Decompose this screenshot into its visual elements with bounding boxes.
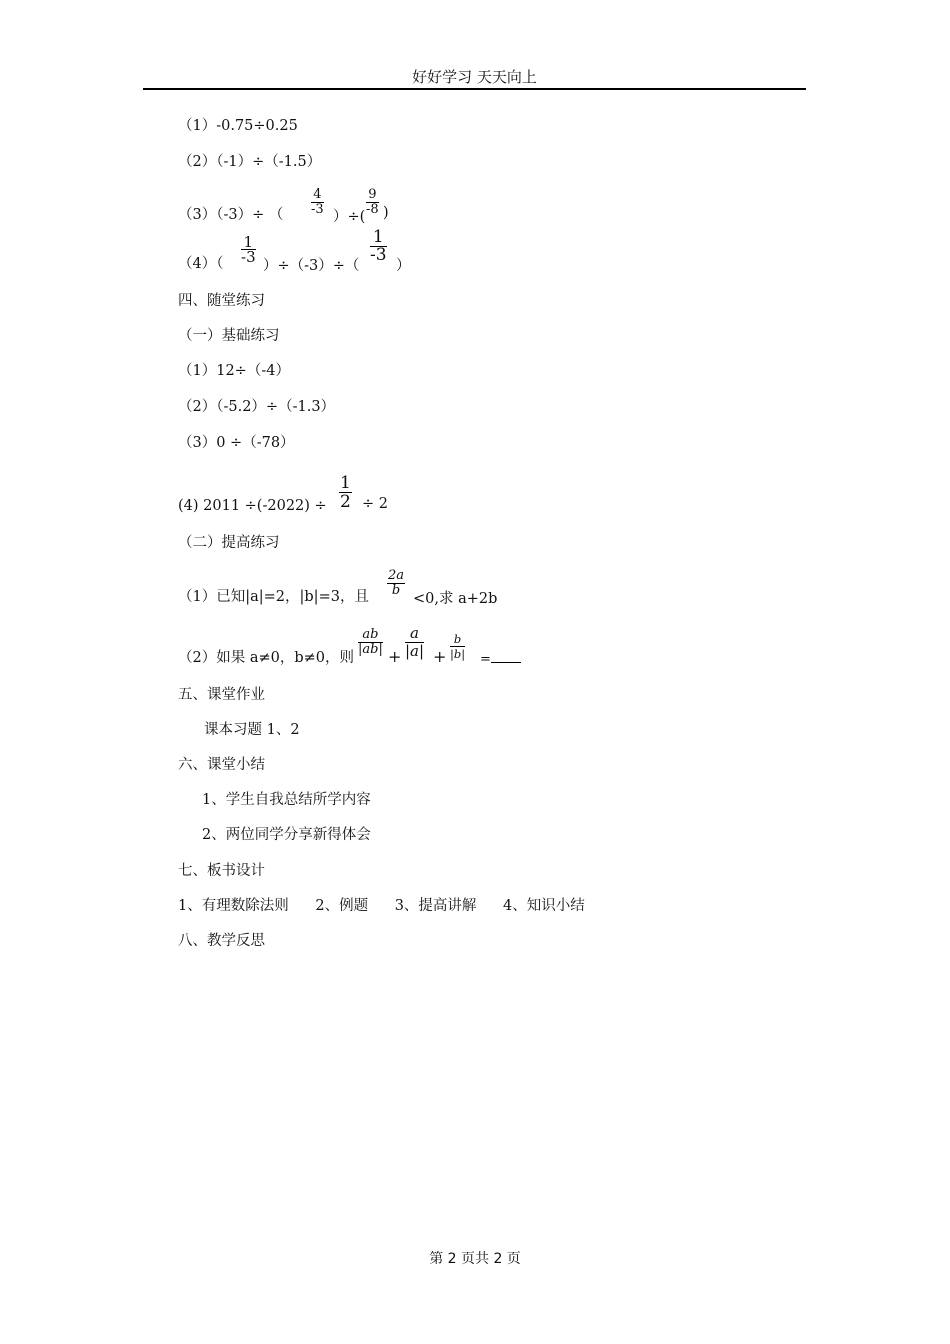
- example-1: （1）-0.75÷0.25: [178, 118, 298, 134]
- fraction-denominator: -3: [370, 245, 387, 265]
- advanced-item-2-fraction-3: [450, 632, 465, 661]
- example-3-fraction-1: [311, 188, 324, 217]
- board-design-list: [178, 896, 585, 916]
- example-4: [178, 254, 223, 274]
- example-4-prefix: （4）（: [178, 256, 224, 272]
- fraction-numerator: ab: [358, 628, 383, 643]
- summary-item-1: 1、学生自我总结所学内容: [202, 792, 371, 808]
- fraction-numerator: 9: [366, 188, 379, 203]
- fraction-denominator: |b|: [450, 647, 466, 661]
- board-item-4: 4、知识小结: [503, 898, 585, 914]
- page-header: 好好学习 天天向上: [412, 68, 537, 86]
- fraction-denominator: |a|: [405, 642, 425, 660]
- example-3-suffix: ): [383, 205, 389, 221]
- fraction-numerator: a: [405, 625, 424, 643]
- advanced-item-1-prefix: （1）已知|a|=2，|b|=3，且: [178, 589, 369, 605]
- advanced-item-2-prefix: （2）如果 a≠0，b≠0，则: [178, 650, 355, 666]
- basic-item-3: （3）0 ÷（-78）: [178, 435, 295, 451]
- plus-sign-1: +: [388, 647, 402, 666]
- fraction-denominator: |ab|: [358, 642, 383, 657]
- section-4-title: 四、随堂练习: [178, 293, 265, 309]
- equals-sign: =: [480, 652, 491, 667]
- example-2: （2）（-1）÷（-1.5）: [178, 154, 322, 170]
- advanced-item-1: [178, 587, 369, 607]
- board-item-3: 3、提高讲解: [394, 898, 477, 914]
- example-3: [178, 205, 283, 225]
- basic-practice-title: （一）基础练习: [178, 328, 280, 344]
- fraction-denominator: -8: [366, 202, 379, 217]
- fraction-denominator: b: [391, 583, 401, 598]
- fraction-numerator: 2a: [388, 568, 405, 583]
- advanced-item-1-fraction: [387, 569, 405, 598]
- advanced-practice-title: （二）提高练习: [178, 535, 280, 551]
- basic-item-4: [178, 496, 327, 516]
- basic-item-4-fraction: [339, 474, 352, 511]
- equals-blank: [480, 650, 521, 667]
- fraction-denominator: -3: [311, 202, 324, 217]
- example-3-mid: ）÷(: [333, 209, 366, 225]
- section-5-content: 课本习题 1、2: [204, 722, 300, 738]
- fraction-denominator: -3: [241, 248, 256, 266]
- advanced-item-2-fraction-1: [358, 628, 383, 657]
- basic-item-1: （1）12÷（-4）: [178, 363, 290, 379]
- advanced-item-2: [178, 648, 354, 668]
- example-3-prefix: （3）（-3）÷ （: [178, 207, 284, 223]
- example-4-mid: ）÷（-3）÷（: [263, 258, 360, 274]
- section-6-title: 六、课堂小结: [178, 757, 265, 773]
- example-4-fraction-1: [241, 235, 256, 264]
- fraction-numerator: 1: [340, 473, 351, 493]
- basic-item-2: （2）（-5.2）÷（-1.3）: [178, 399, 336, 415]
- fraction-numerator: 1: [370, 229, 387, 247]
- example-4-fraction-2: [370, 229, 387, 264]
- basic-item-4-prefix: (4) 2011 ÷(-2022) ÷: [178, 498, 327, 514]
- section-8-title: 八、教学反思: [178, 933, 265, 949]
- summary-item-2: 2、两位同学分享新得体会: [202, 827, 371, 843]
- board-item-2: 2、例题: [315, 898, 369, 914]
- plus-sign-2: +: [433, 647, 447, 666]
- answer-blank: [491, 650, 521, 663]
- header-rule: [143, 88, 806, 90]
- advanced-item-1-suffix: <0,求 a+2b: [413, 591, 498, 607]
- fraction-numerator: b: [450, 632, 465, 647]
- section-7-title: 七、板书设计: [178, 863, 265, 879]
- fraction-numerator: 1: [241, 235, 256, 250]
- board-item-1: 1、有理数除法则: [178, 898, 289, 914]
- fraction-numerator: 4: [311, 188, 324, 203]
- basic-item-4-suffix: ÷ 2: [362, 496, 388, 512]
- page-footer: 第 2 页共 2 页: [429, 1251, 521, 1267]
- example-4-suffix: ）: [396, 258, 411, 274]
- advanced-item-2-fraction-2: [405, 625, 424, 660]
- section-5-title: 五、课堂作业: [178, 687, 265, 703]
- example-3-fraction-2: [366, 188, 379, 217]
- fraction-denominator: 2: [340, 492, 351, 512]
